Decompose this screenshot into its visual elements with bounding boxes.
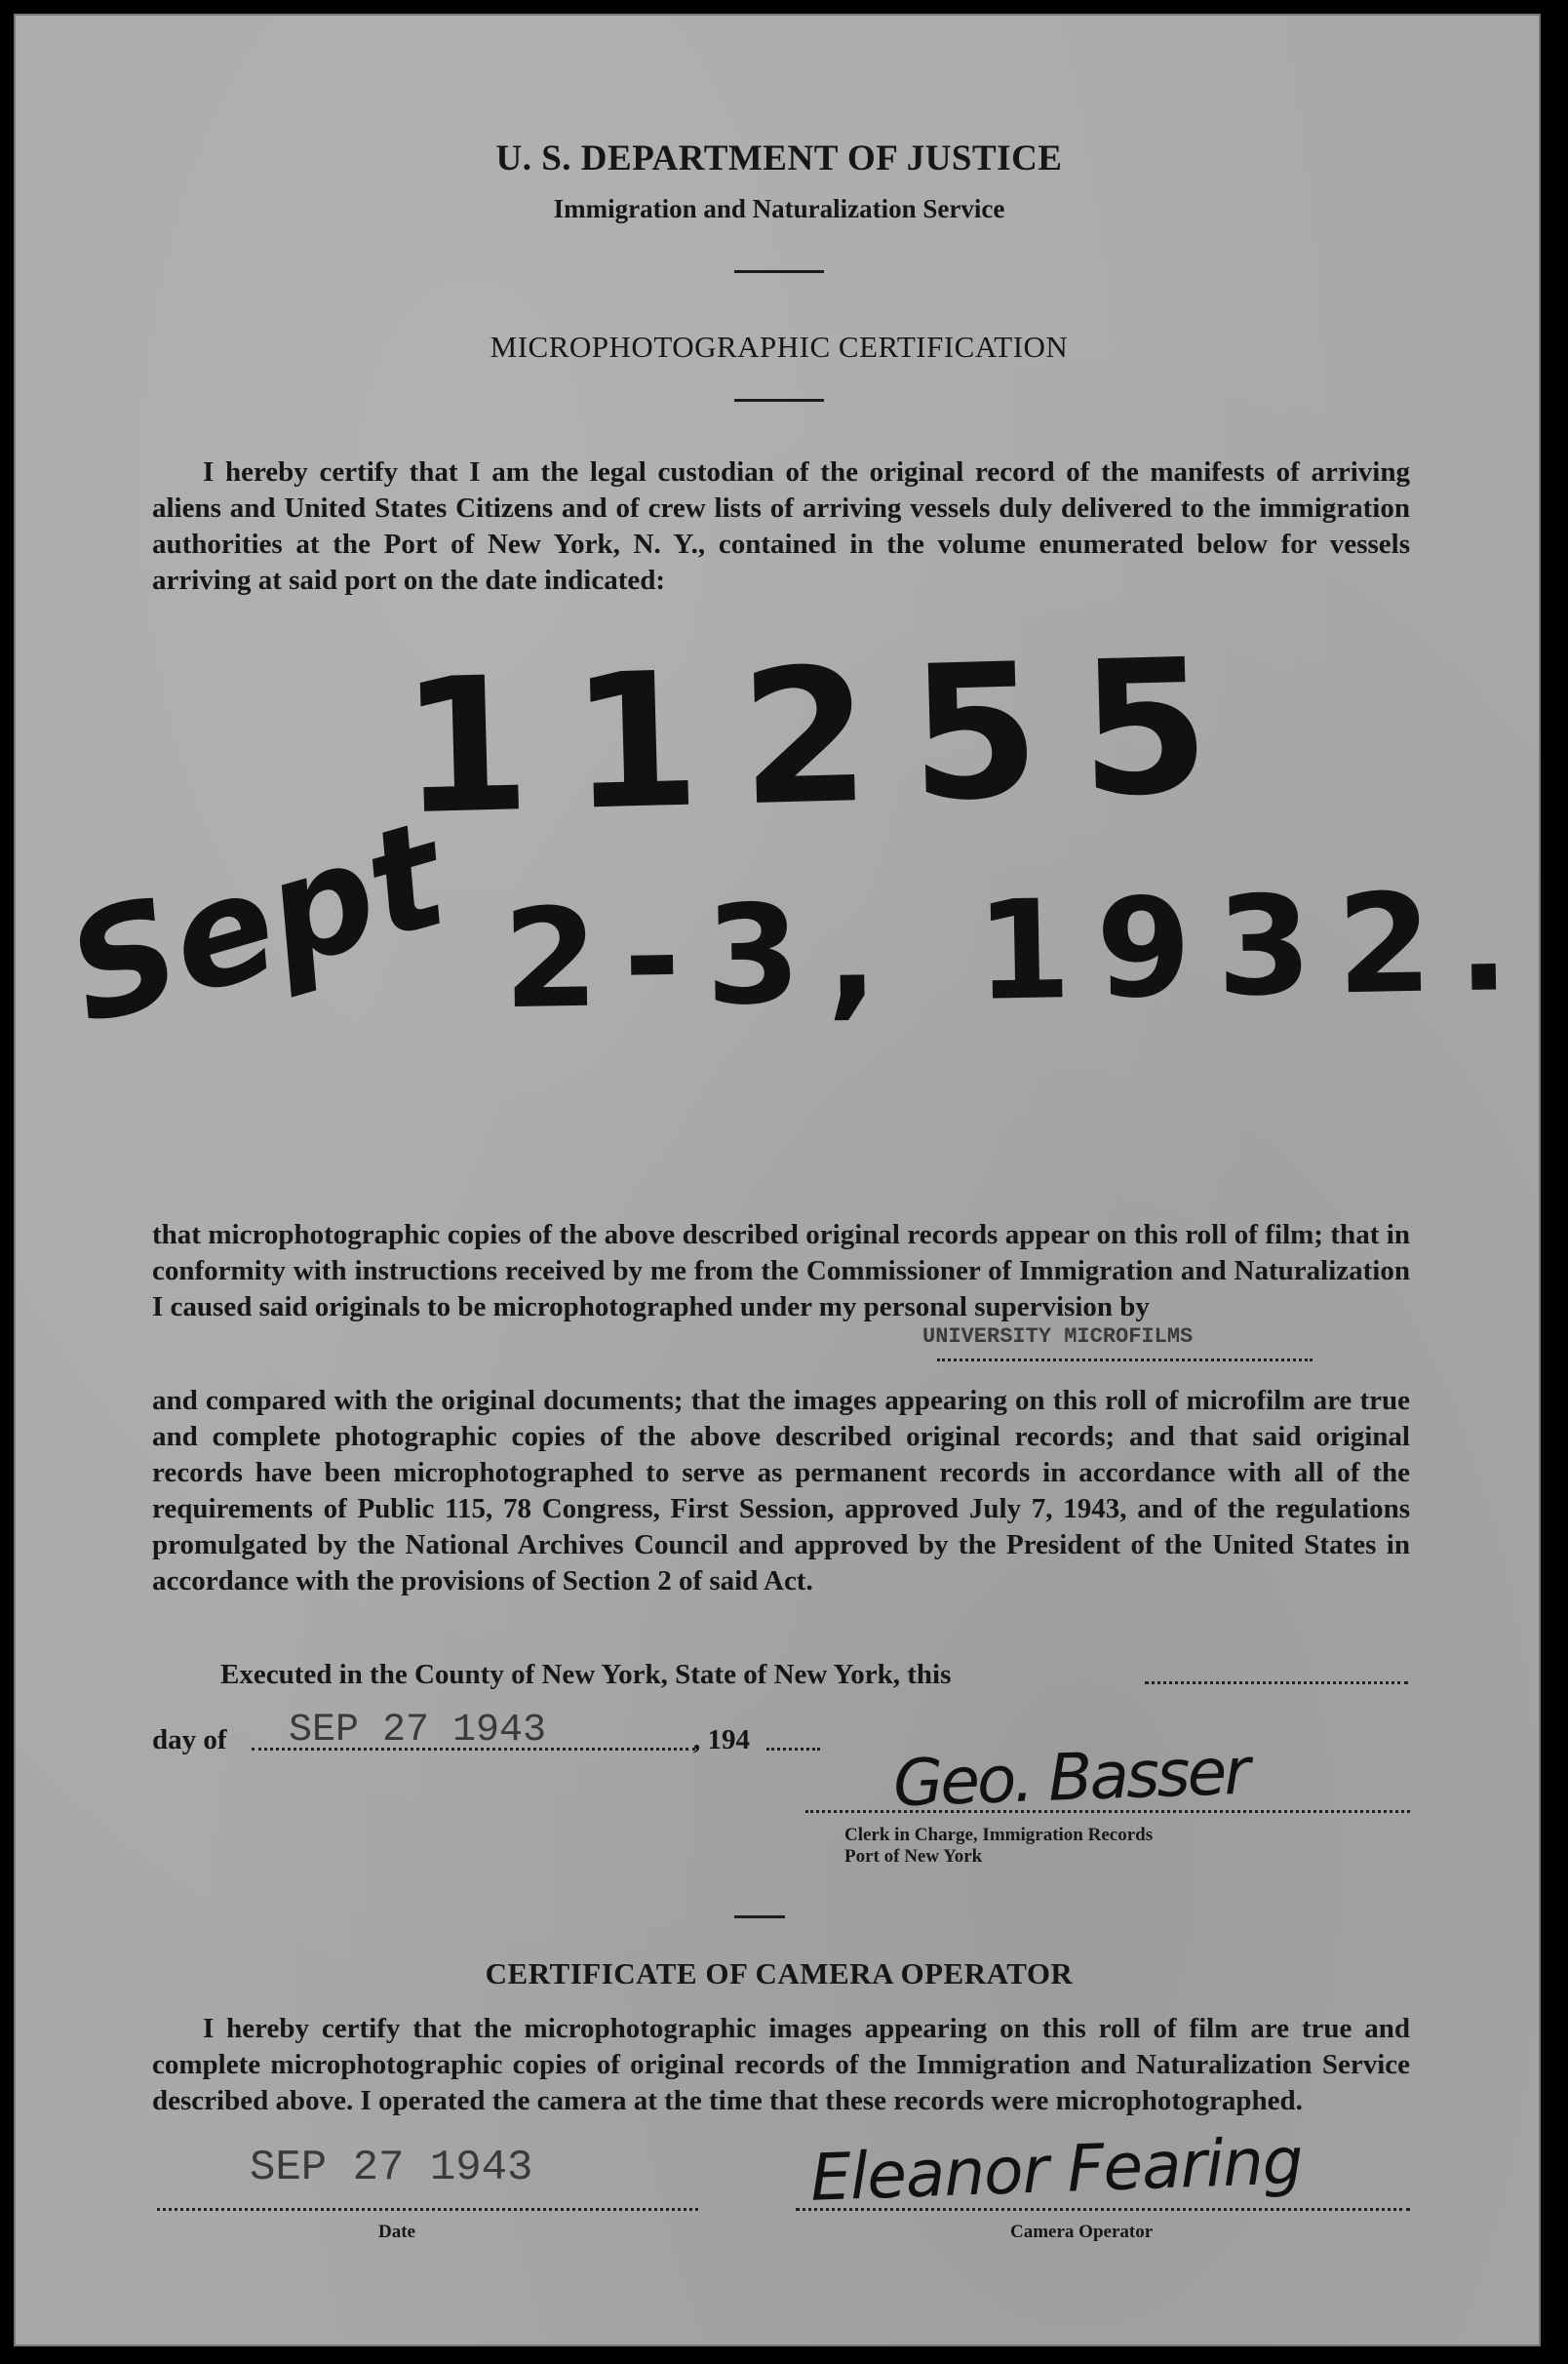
divider <box>734 270 824 273</box>
camera-operator-heading: CERTIFICATE OF CAMERA OPERATOR <box>485 1956 1074 1990</box>
executed-line: Executed in the County of New York, State of New York, this <box>220 1659 952 1690</box>
date-label: Date <box>378 2222 415 2242</box>
signer-title-line2: Port of New York <box>844 1846 983 1867</box>
signer-title-line1: Clerk in Charge, Immigration Records <box>844 1825 1154 1845</box>
certificate-sheet <box>14 14 1541 2346</box>
year-prefix: , 194 <box>693 1724 750 1755</box>
day-of-label: day of <box>152 1724 227 1755</box>
volume-date-month: Sept <box>51 790 462 1058</box>
operator-signature: Eleanor Fearing <box>808 2123 1304 2216</box>
microfilm-company-stamp: UNIVERSITY MICROFILMS <box>922 1324 1194 1349</box>
volume-date-days-year: 2-3, 1932. <box>501 862 1537 1041</box>
divider <box>734 1915 785 1918</box>
year-dotted-line <box>766 1748 820 1751</box>
certification-intro: I hereby certify that I am the legal custodian of the original record of the manifests of arriving aliens and United States Citizens and of crew lists of arriving vessels duly delivered to the immigration authorities at the Port of New York, N. Y., contained in the volume enumerated below for vessels arriving at said port on the date indicated: <box>152 456 1410 596</box>
department-title: U. S. DEPARTMENT OF JUSTICE <box>495 138 1063 178</box>
clerk-signature-line <box>805 1810 1410 1813</box>
camera-operator-body: I hereby certify that the microphotographic images appearing on this roll of film are true and complete microphotographic copies of original records of the Immigration and Naturalization Service described above. I operated the camera at the time that these records were microphotographed. <box>152 2013 1410 2116</box>
operator-signature-line <box>796 2208 1410 2211</box>
clerk-signature: Geo. Basser <box>891 1733 1249 1822</box>
certification-body-part1: that microphotographic copies of the above described original records appear on this roll of film; that in conformity with instructions received by me from the Commissioner of Immigration and Naturalization I caused said originals to be microphotographed under my personal supervision by <box>152 1219 1410 1322</box>
certification-body-part2: and compared with the original documents; that the images appearing on this roll of microfilm are true and complete photographic copies of the above described original records; and that said original records have been microphotographed to serve as permanent records in accordance with all of the requirements of Public 115, 78 Congress, First Session, approved July 7, 1943, and of the regulations promulgated by the National Archives Council and approved by the President of the United States in accordance with the provisions of Section 2 of said Act. <box>152 1385 1410 1596</box>
divider <box>734 399 824 402</box>
volume-number: 11255 <box>398 617 1253 856</box>
execution-date-stamp: SEP 27 1943 <box>289 1709 547 1753</box>
date-line <box>157 2208 698 2211</box>
executed-dotted-line <box>1145 1681 1408 1684</box>
section-heading: MICROPHOTOGRAPHIC CERTIFICATION <box>490 330 1069 364</box>
camera-date-stamp: SEP 27 1943 <box>250 2144 533 2192</box>
supervisor-dotted-line <box>937 1359 1313 1361</box>
camera-operator-label: Camera Operator <box>1010 2222 1154 2242</box>
service-subtitle: Immigration and Naturalization Service <box>553 194 1005 223</box>
